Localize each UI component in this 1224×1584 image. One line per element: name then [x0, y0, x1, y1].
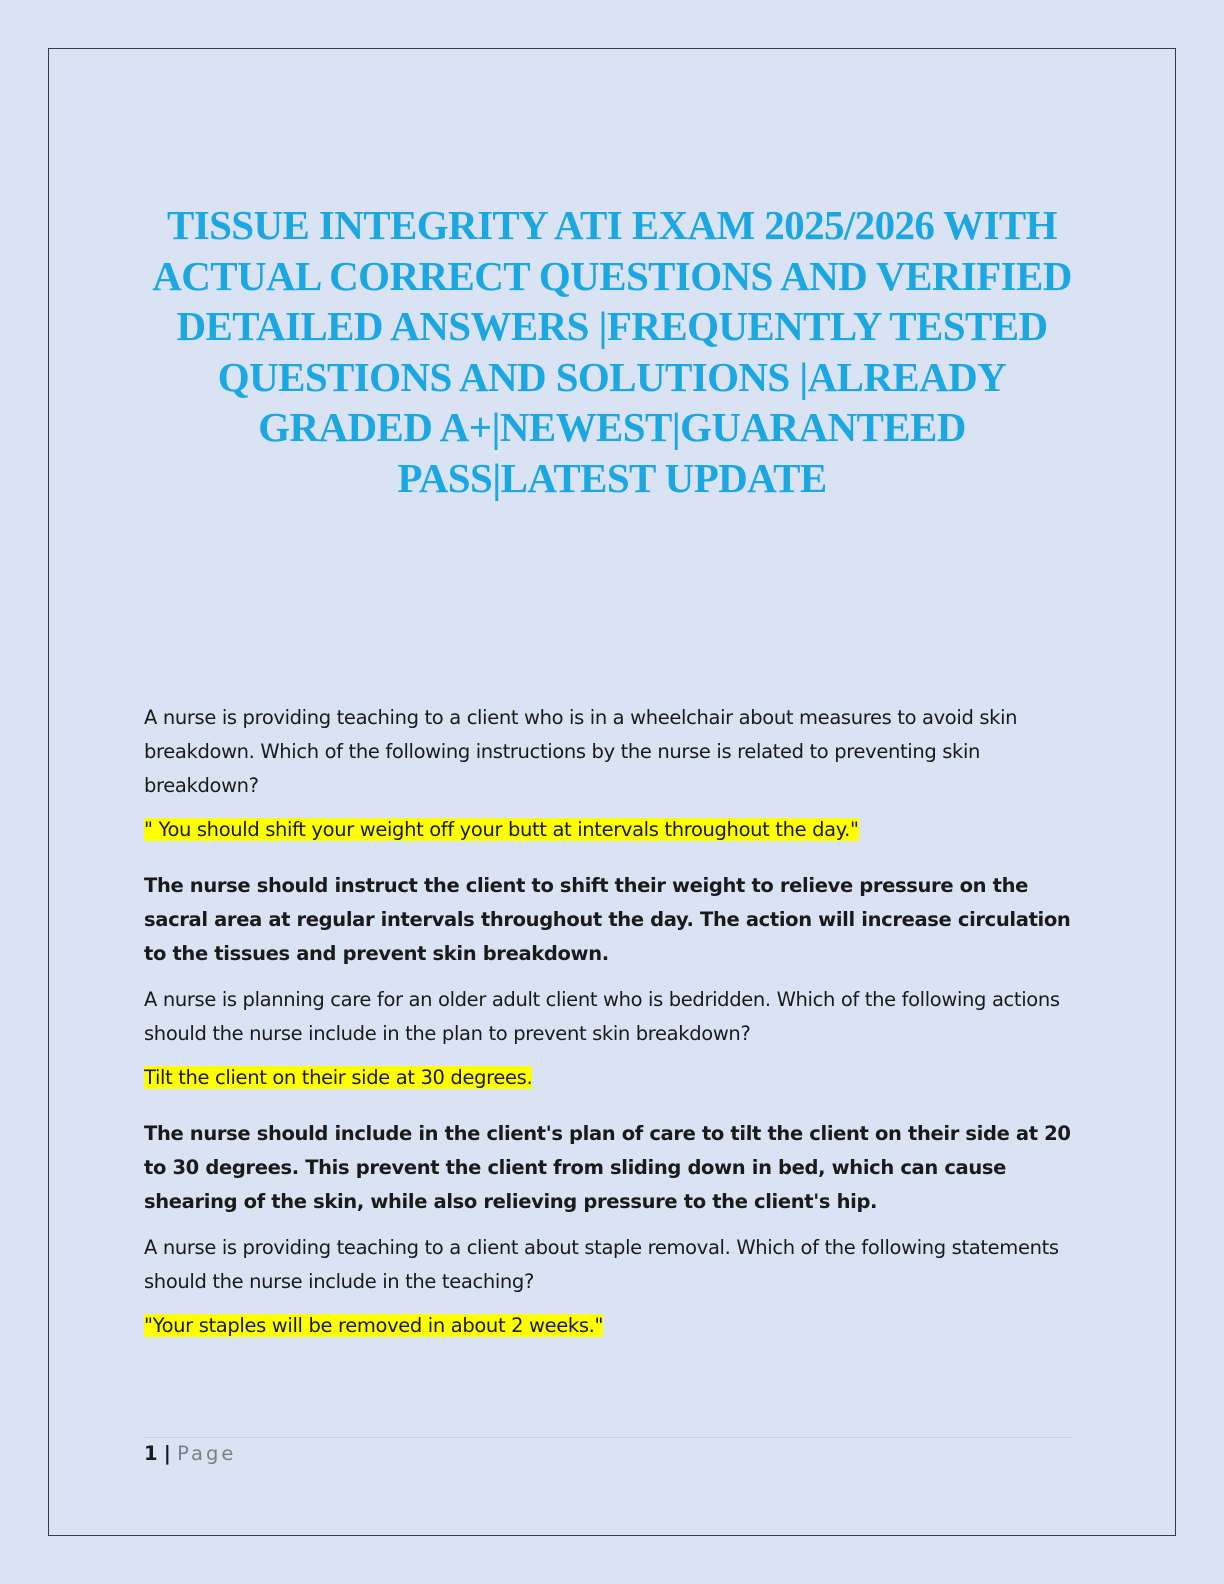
answer-2-highlight: Tilt the client on their side at 30 degrees. — [144, 1066, 533, 1089]
footer-separator: | — [163, 1442, 171, 1465]
answer-1-highlight: " You should shift your weight off your butt at intervals throughout the day." — [144, 818, 859, 841]
page-label: Page — [177, 1442, 237, 1465]
question-3: A nurse is providing teaching to a client about staple removal. Which of the following statements should the nurse include in the teaching? — [144, 1236, 1059, 1293]
document-title: TISSUE INTEGRITY ATI EXAM 2025/2026 WITH ACTUAL CORRECT QUESTIONS AND VERIFIED DETAILED ANSWERS |FREQUENTLY TESTED QUESTIONS AND SOLUTIONS |ALREADY GRADED A+|NEWEST|GUARANTEED PASS|LATEST UPDATE — [152, 202, 1072, 501]
question-2: A nurse is planning care for an older adult client who is bedridden. Which of the following actions should the nurse include in the plan to prevent skin breakdown? — [144, 988, 1060, 1045]
answer-3-highlight: "Your staples will be removed in about 2 weeks." — [144, 1314, 604, 1337]
answer-2 — [144, 1063, 1080, 1093]
answer-1 — [144, 815, 1080, 845]
rationale-2: The nurse should include in the client's plan of care to tilt the client on their side at 20 to 30 degrees. This prevent the client from sliding down in bed, which can cause shearing of the skin, while also relieving pressure to the client's hip. — [144, 1122, 1071, 1213]
document-body — [144, 701, 1080, 1365]
rationale-1: The nurse should instruct the client to shift their weight to relieve pressure on the sacral area at regular intervals throughout the day. The action will increase circulation to the tissues and prevent skin breakdown. — [144, 874, 1071, 965]
footer-divider — [144, 1437, 1071, 1438]
question-1: A nurse is providing teaching to a client who is in a wheelchair about measures to avoid skin breakdown. Which of the following instructions by the nurse is related to preventing skin breakdown? — [144, 706, 1018, 797]
page-footer — [144, 1440, 236, 1468]
page-number: 1 — [144, 1442, 158, 1465]
answer-3 — [144, 1311, 1080, 1341]
